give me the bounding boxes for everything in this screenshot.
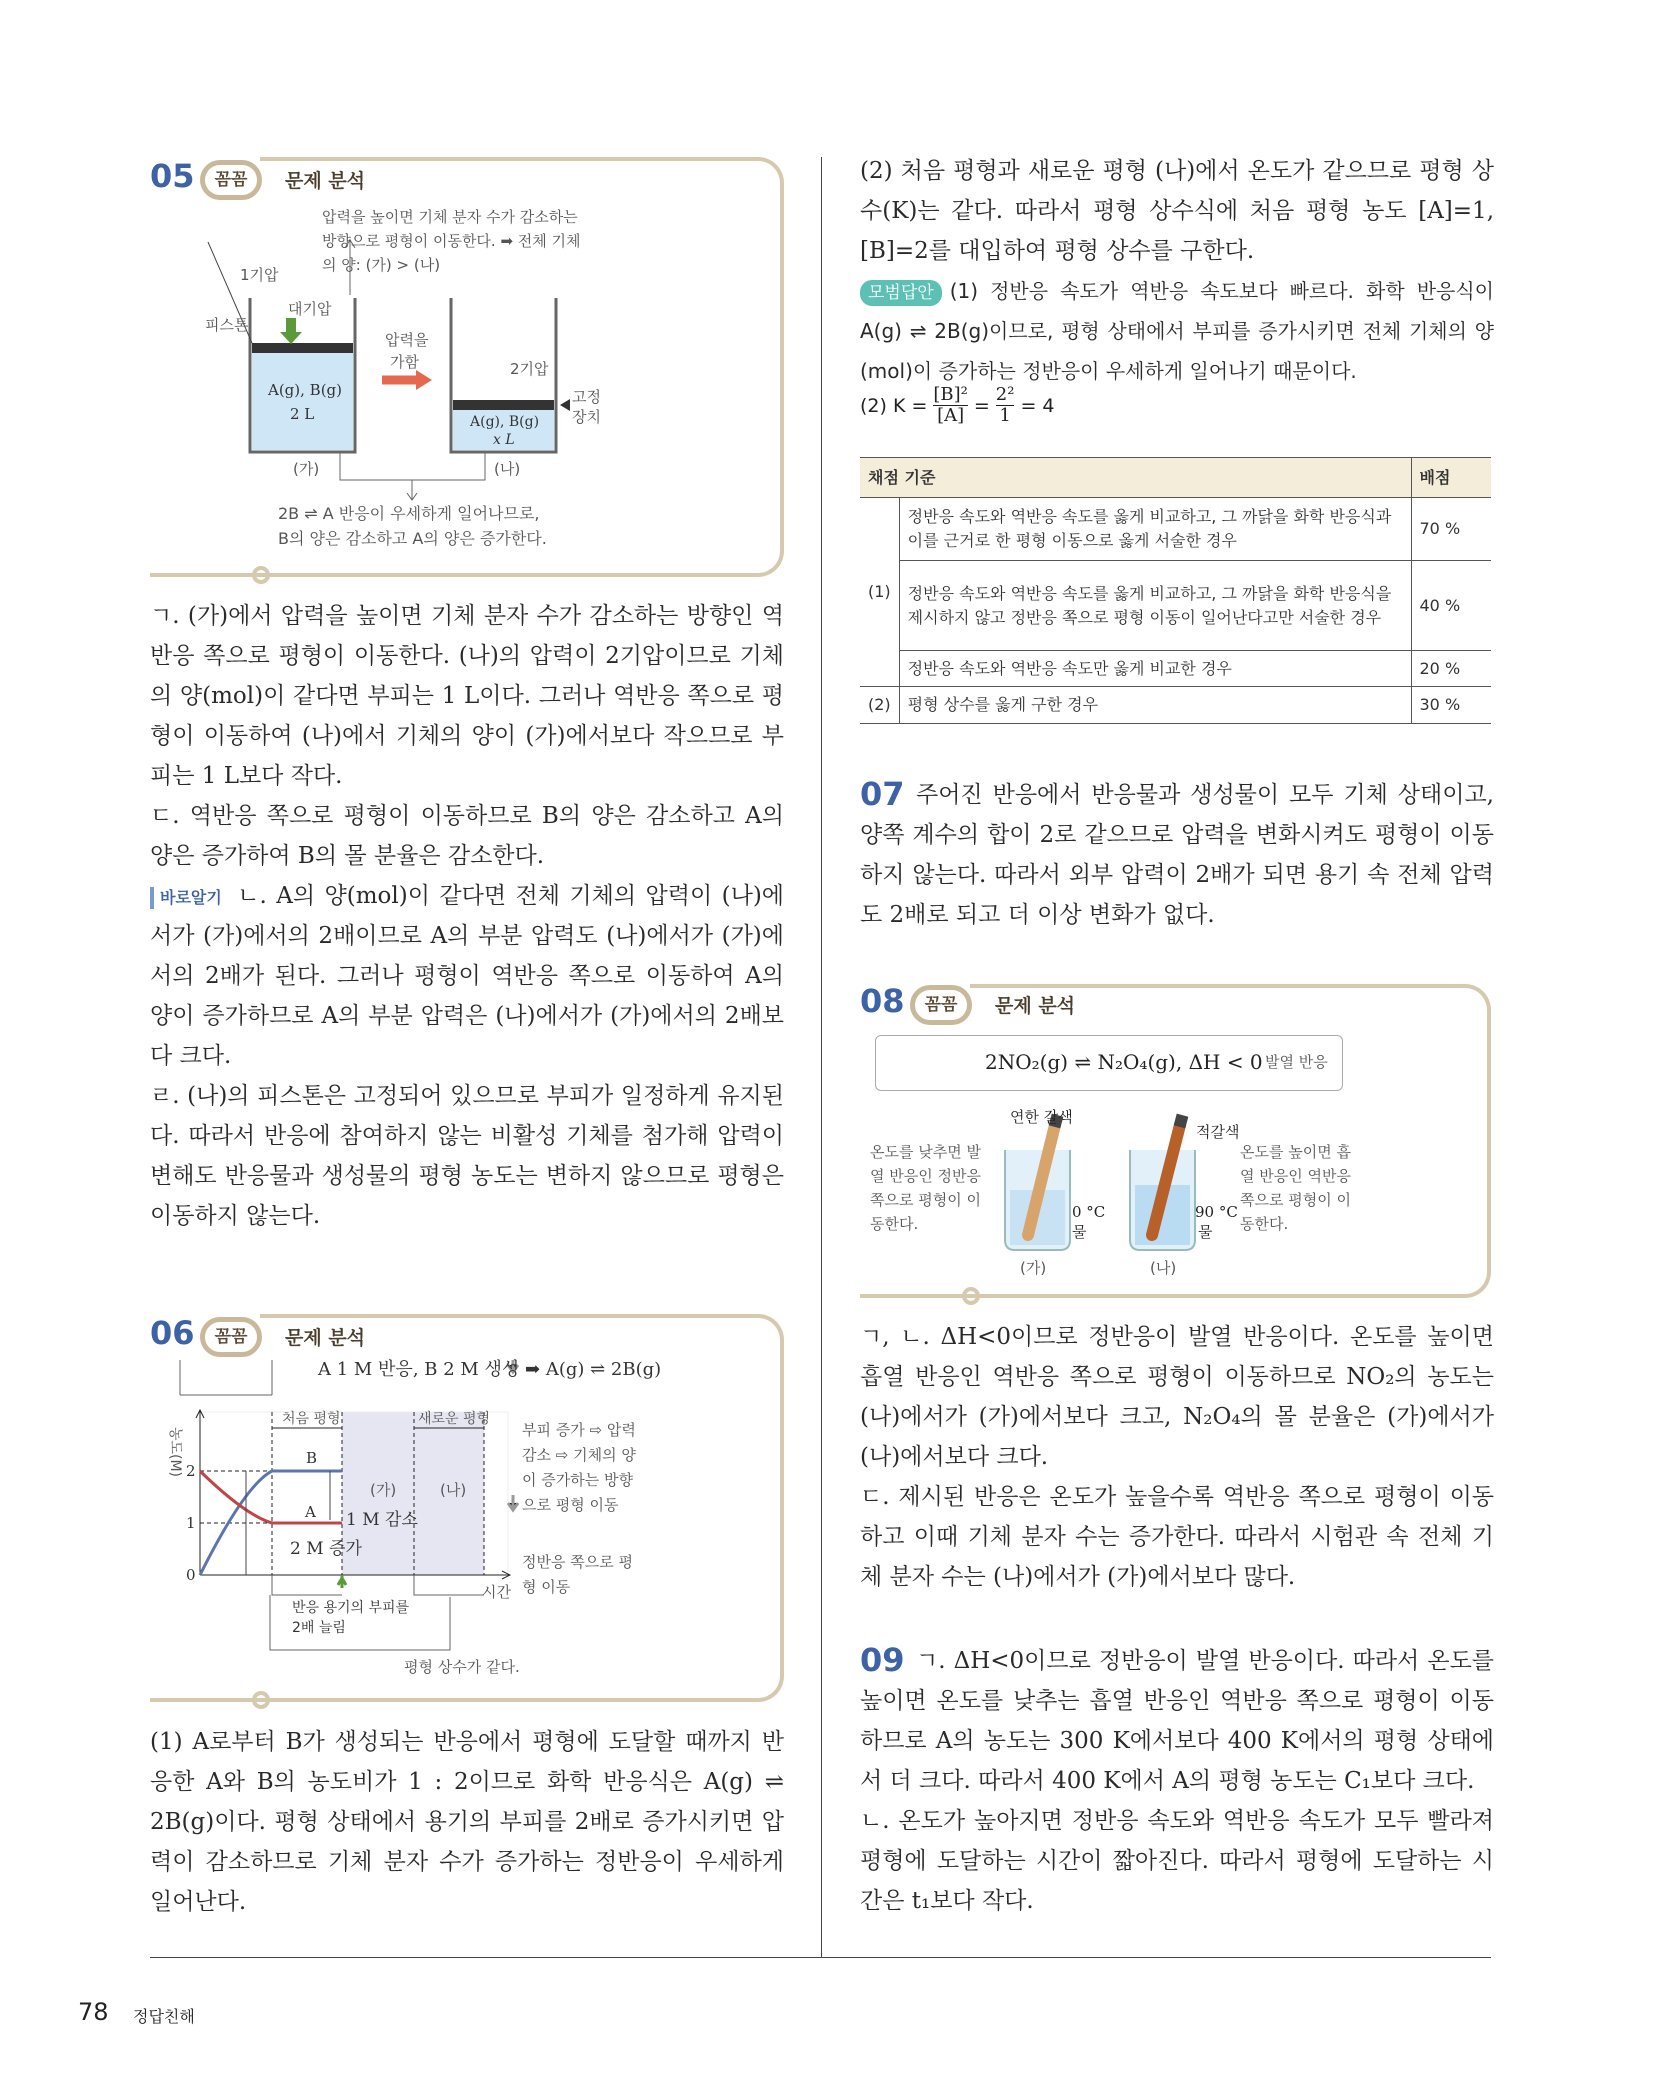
exothermic-label: 발열 반응 [1265,1053,1328,1071]
kkomkkom-badge: 꼼꼼 [200,160,262,200]
apply-pressure-label: 가함 [390,353,419,371]
analysis-box-05-left [150,573,270,577]
score-header: 배점 [1411,458,1491,498]
paragraph: ㄱ, ㄴ. ΔH<0이므로 정반응이 발열 반응이다. 온도를 높이면 흡열 반응인 역반응 쪽으로 평형이 이동하므로 NO₂의 농도는 (나)에서가 (가)에서보다 크고, N₂O₄의 몰 분율은 (가)에서가 (나)에서보다 크다. [860,1324,1494,1470]
page-number: 78 [78,1998,109,2026]
note-line: 방향으로 평형이 이동한다. ➡ 전체 기체 [322,232,581,250]
equation: 2NO₂(g) ⇌ N₂O₄(g), ΔH < 0 [985,1050,1263,1074]
atm1-label: 1기압 [240,266,279,284]
analysis-title: 문제 분석 [285,170,366,192]
heating-note: 열 반응인 역반응 [1240,1167,1351,1185]
tick-0: 0 [186,1566,196,1584]
paragraph: ㄷ. 역반응 쪽으로 평형이 이동하므로 B의 양은 감소하고 A의 양은 증가하여 B의 몰 분율은 감소한다. [150,803,784,869]
kkomkkom-badge: 꼼꼼 [910,985,972,1025]
side-note: 으로 평형 이동 [522,1496,619,1514]
water-label: 물 [1072,1223,1087,1241]
label-ga: (가) [370,1481,397,1499]
temp-0: 0 °C [1072,1203,1106,1221]
k-prefix: (2) K = [860,394,928,417]
footer-rule [150,1957,1491,1958]
wrong-answer-tag: 바로알기 [150,887,228,909]
heating-note: 온도를 높이면 흡 [1240,1143,1351,1161]
paragraph-text: ㄴ. A의 양(mol)이 같다면 전체 기체의 압력이 (나)에서가 (가)에서의 2배이므로 A의 부분 압력도 (나)에서가 (가)에서의 2배가 된다. 그러나 평형이 역반응 쪽으로 이동하여 A의 양이 증가하므로 A의 부분 압력은 (나)에서가 (가)에서의 2배보다 크다. [150,883,785,1069]
paragraph: ㄴ. 온도가 높아지면 정반응 속도와 역반응 속도가 모두 빨라져 평형에 도달하는 시간이 짧아진다. 따라서 평형에 도달하는 시간은 t₁보다 작다. [860,1808,1494,1914]
score-cell: 40 % [1411,561,1491,651]
water-label: 물 [1198,1223,1213,1241]
tick-2: 2 [186,1462,196,1480]
conclusion: B의 양은 감소하고 A의 양은 증가한다. [278,529,547,548]
criteria-cell: 정반응 속도와 역반응 속도만 옳게 비교한 경우 [899,651,1411,687]
side-note: 형 이동 [522,1578,571,1596]
fraction-den: 1 [999,405,1011,426]
answer-07-text: 주어진 반응에서 반응물과 생성물이 모두 기체 상태이고, 양쪽 계수의 합이 2로 같으므로 압력을 변화시켜도 평형이 이동하지 않는다. 따라서 외부 압력이 2배가 되면 용기 속 전체 압력도 2배로 되고 더 이상 변화가 없다. [860,782,1494,928]
answer-05-text [150,596,784,1236]
question-number: 09 [860,1641,905,1679]
b-label: B [306,1449,318,1467]
question-number: 06 [150,1314,195,1352]
cooling-note: 열 반응인 정반응 [870,1167,981,1185]
k-result: = 4 [1020,394,1055,417]
fraction-num: 2² [995,384,1015,405]
criteria-cell: 정반응 속도와 역반응 속도를 옳게 비교하고, 그 까닭을 화학 반응식을 제시하지 않고 정반응 쪽으로 평형 이동이 일어난다고만 서술한 경우 [899,561,1411,651]
conclusion: 2B ⇌ A 반응이 우세하게 일어나므로, [278,504,540,523]
apply-pressure-label: 압력을 [385,331,429,349]
tick-1: 1 [186,1514,196,1532]
label-na: (나) [494,460,521,478]
score-cell: 70 % [1411,498,1491,561]
paragraph [150,876,784,1076]
decrease-label: 1 M 감소 [346,1510,418,1530]
model-answer-1: (1) 정반응 속도가 역반응 속도보다 빠르다. 화학 반응식이 A(g) ⇌ 2B(g)이므로, 평형 상태에서 부피를 증가시키면 전체 기체의 양(mol)이 증가하는 정반응이 우세하게 일어나기 때문이다. [860,279,1494,383]
y-axis-label: 농도(M) [167,1426,184,1478]
column-divider [821,157,822,1957]
atmosphere-label: 대기압 [288,300,332,318]
group-label: (2) [860,687,899,724]
new-equilibrium-label: 새로운 평형 [418,1411,491,1427]
side-note: 정반응 쪽으로 평 [522,1553,633,1571]
scoring-table [860,457,1491,724]
score-cell: 30 % [1411,687,1491,724]
light-brown-label: 연한 갈색 [1010,1108,1073,1126]
k-formula: (2) K = $\frac{\text{[B]²}}{[A]}$ = $\frac{\text{2²}}{1}$ = 4 [860,384,1055,426]
fraction-den: [A] [937,405,965,426]
analysis-title: 문제 분석 [285,1327,366,1349]
kkomkkom-badge: 꼼꼼 [200,1317,262,1357]
criteria-header: 채점 기준 [860,458,1411,498]
paragraph: ㄷ. 제시된 반응은 온도가 높을수록 역반응 쪽으로 평형이 이동하고 이때 기체 분자 수는 증가한다. 따라서 시험관 속 전체 기체 분자 수는 (나)에서가 (가)에서보다 많다. [860,1484,1494,1590]
book-title: 정답친해 [133,2007,195,2026]
fix-label: 장치 [572,408,601,426]
volume-note: 2배 늘림 [292,1620,346,1636]
fix-label: 고정 [572,388,601,406]
same-k-note: 평형 상수가 같다. [404,1658,520,1676]
paragraph: ㄱ. (가)에서 압력을 높이면 기체 분자 수가 감소하는 방향인 역반응 쪽으로 평형이 이동한다. (나)의 압력이 2기압이므로 기체의 양(mol)이 같다면 부피는 1 L이다. 그러나 역반응 쪽으로 평형이 이동하여 (나)에서 기체의 양이 (가)에서보다 작으므로 부피는 1 L보다 작다. [150,603,784,789]
note-line: 압력을 높이면 기체 분자 수가 감소하는 [322,208,578,226]
volume-label: x L [493,432,515,448]
side-note: 감소 ⇨ 기체의 양 [522,1446,636,1464]
paragraph: ㄱ. ΔH<0이므로 정반응이 발열 반응이다. 따라서 온도를 높이면 온도를 낮추는 흡열 반응인 역반응 쪽으로 평형이 이동하므로 A의 농도는 300 K에서보다 400 K에서의 평형 상태에서 더 크다. 따라서 400 K에서 A의 평형 농도는 C₁보다 크다. [860,1648,1494,1794]
atm2-label: 2기압 [510,360,549,378]
red-brown-label: 적갈색 [1196,1123,1240,1141]
first-equilibrium-label: 처음 평형 [282,1411,341,1427]
volume-label: 2 L [290,405,315,423]
answer-06-text: (1) A로부터 B가 생성되는 반응에서 평형에 도달할 때까지 반응한 A와 B의 농도비가 1 : 2이므로 화학 반응식은 A(g) ⇌ 2B(g)이다. 평형 상태에서 용기의 부피를 2배로 증가시키면 압력이 감소하므로 기체 분자 수가 증가하는 정반응이 우세하게 일어난다. [150,1729,784,1915]
model-answer-tag: 모범답안 [860,280,942,306]
heating-note: 동한다. [1240,1215,1289,1233]
temp-90: 90 °C [1195,1203,1238,1221]
x-axis-label: 시간 [482,1583,511,1601]
box-bottom-line [860,1294,980,1298]
group-label: (1) [860,498,899,687]
label-ga: (가) [1020,1259,1047,1277]
label-na: (나) [1150,1259,1177,1277]
model-answer [860,271,1494,391]
cooling-note: 온도를 낮추면 발 [870,1143,981,1161]
a-label: A [305,1503,316,1521]
analysis-title: 문제 분석 [995,995,1076,1017]
increase-label: 2 M 증가 [290,1539,362,1559]
piston-label: 피스톤 [205,316,249,334]
side-note: 부피 증가 ⇨ 압력 [522,1421,636,1439]
paragraph: ㄹ. (나)의 피스톤은 고정되어 있으므로 부피가 일정하게 유지된다. 따라서 반응에 참여하지 않는 비활성 기체를 첨가해 압력이 변해도 반응물과 생성물의 평형 농도는 변하지 않으므로 평형은 이동하지 않는다. [150,1083,784,1229]
cooling-note: 동한다. [870,1215,919,1233]
reaction-summary: A 1 M 반응, B 2 M 생성 ➡ A(g) ⇌ 2B(g) [318,1359,662,1380]
answer-06-part2: (2) 처음 평형과 새로운 평형 (나)에서 온도가 같으므로 평형 상수(K)는 같다. 따라서 평형 상수식에 처음 평형 농도 [A]=1, [B]=2를 대입하여 평형 상수를 구한다. [860,158,1494,264]
heating-note: 쪽으로 평형이 이 [1240,1191,1351,1209]
note-line: 의 양: (가) > (나) [322,256,441,274]
answer-09-text [860,1641,1494,1921]
volume-note: 반응 용기의 부피를 [292,1600,410,1616]
score-cell: 20 % [1411,651,1491,687]
label-na: (나) [440,1481,467,1499]
criteria-cell: 정반응 속도와 역반응 속도를 옳게 비교하고, 그 까닭을 화학 반응식과 이를 근거로 한 평형 이동으로 옳게 서술한 경우 [899,498,1411,561]
answer-08-text [860,1317,1494,1597]
box-bottom-line [150,1698,270,1702]
test-tube-diagram [1000,1110,1200,1260]
question-number: 07 [860,775,905,813]
criteria-cell: 평형 상수를 옳게 구한 경우 [899,687,1411,724]
label-ga: (가) [293,460,320,478]
cooling-note: 쪽으로 평형이 이 [870,1191,981,1209]
question-number: 08 [860,982,905,1020]
question-number: 05 [150,157,195,195]
side-note: 이 증가하는 방향 [522,1471,633,1489]
gas-label: A(g), B(g) [268,381,343,399]
gas-label: A(g), B(g) [470,414,540,430]
a-curve [200,1471,342,1523]
fraction-num: [B]² [933,384,968,405]
